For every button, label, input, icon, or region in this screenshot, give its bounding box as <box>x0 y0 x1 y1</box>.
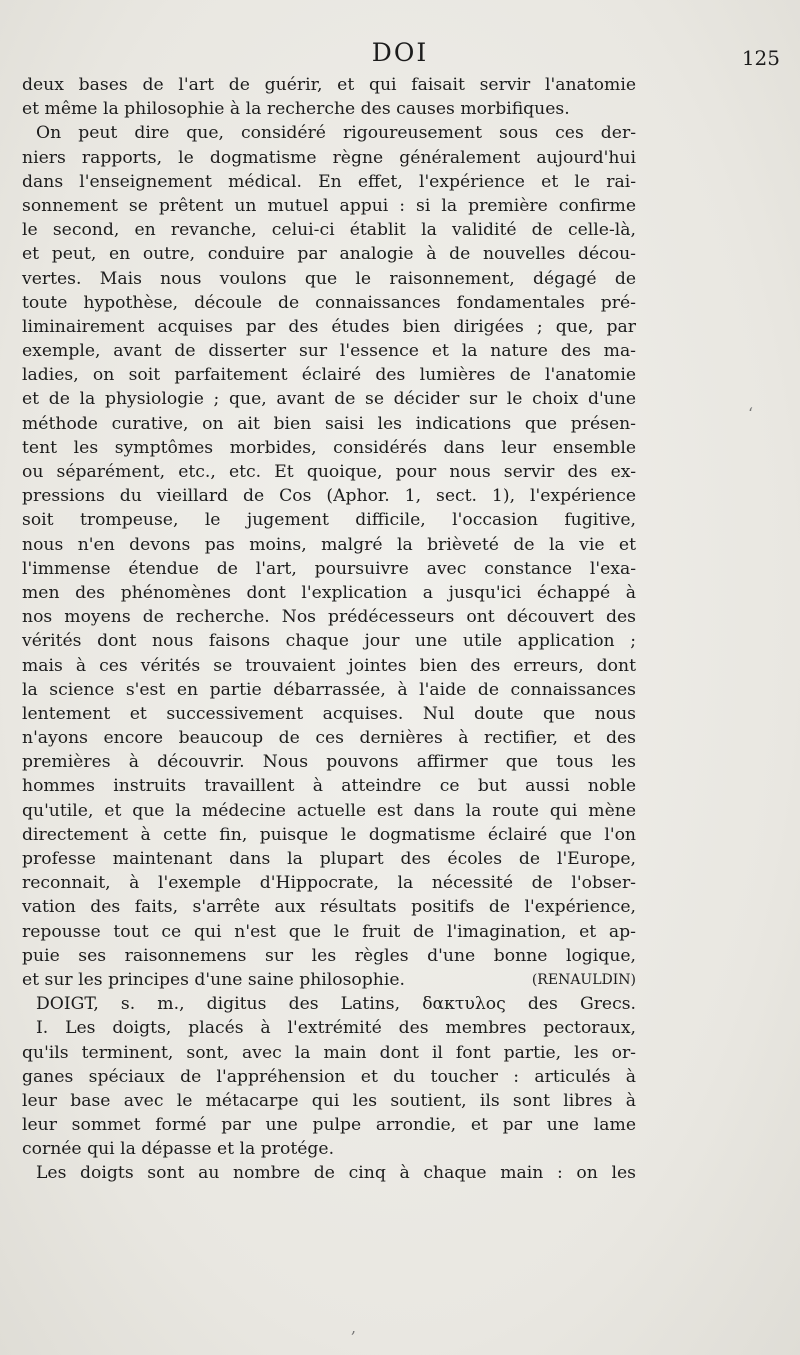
text-line: l'immense étendue de l'art, poursuivre avec constance l'exa- <box>22 558 636 579</box>
article-paragraphs <box>22 73 636 968</box>
text-line: exemple, avant de disserter sur l'essence et la nature des ma- <box>22 341 636 362</box>
author-signature: (RENAULDIN) <box>531 971 636 988</box>
text-line: ou séparément, etc., etc. Et quoique, pour nous servir des ex- <box>22 462 636 482</box>
entry-headword: DOIGT, s. m., digitus des Latins, δακτυλος des Grecs. <box>36 994 636 1015</box>
text-line: lentement et successivement acquises. Nul doute que nous <box>22 703 636 724</box>
text-line: qu'utile, et que la médecine actuelle est dans la route qui mène <box>22 800 636 821</box>
text-line: nos moyens de recherche. Nos prédécesseurs ont découvert des <box>22 607 636 628</box>
text-line: liminairement acquises par des études bien dirigées ; que, par <box>22 316 636 337</box>
text-line: On peut dire que, considéré rigoureusement sous ces der- <box>36 123 636 144</box>
text-line: nous n'en devons pas moins, malgré la brièveté de la vie et <box>22 534 636 555</box>
text-line: hommes instruits travaillent à atteindre ce but aussi noble <box>22 776 636 797</box>
text-line: le second, en revanche, celui-ci établit la validité de celle-là, <box>22 220 636 241</box>
text-line: cornée qui la dépasse et la protége. <box>22 1139 335 1160</box>
text-line: puie ses raisonnemens sur les règles d'une bonne logique, <box>22 945 636 966</box>
text-line: la science s'est en partie débarrassée, à l'aide de connaissances <box>22 679 636 700</box>
text-line: professe maintenant dans la plupart des écoles de l'Europe, <box>22 849 636 869</box>
text-line: et peut, en outre, conduire par analogie à de nouvelles décou- <box>22 244 636 265</box>
gutter-mark: , <box>351 1318 357 1337</box>
text-line: tent les symptômes morbides, considérés dans leur ensemble <box>22 437 636 458</box>
entry-paragraphs <box>22 1016 636 1185</box>
body-text <box>22 73 636 1186</box>
page-header <box>20 38 780 78</box>
text-line: vérités dont nous faisons chaque jour une utile application ; <box>22 631 636 652</box>
text-line: directement à cette fin, puisque le dogmatisme éclairé que l'on <box>22 824 636 845</box>
page-number: 125 <box>741 46 780 70</box>
running-head: DOI <box>371 38 429 67</box>
text-line: méthode curative, on ait bien saisi les indications que présen- <box>22 413 636 434</box>
text-line: vertes. Mais nous voulons que le raisonnement, dégagé de <box>22 268 636 289</box>
signature-line <box>22 968 636 992</box>
text-line: vation des faits, s'arrête aux résultats positifs de l'expérience, <box>22 897 636 918</box>
text-line: pressions du vieillard de Cos (Aphor. 1, sect. 1), l'expérience <box>22 486 636 507</box>
text-line: men des phénomènes dont l'explication a jusqu'ici échappé à <box>22 582 636 603</box>
text-line: sonnement se prêtent un mutuel appui : si la première confirme <box>22 195 636 216</box>
text-line: toute hypothèse, découle de connaissances fondamentales pré- <box>22 292 636 313</box>
text-line: reconnait, à l'exemple d'Hippocrate, la nécessité de l'obser- <box>22 873 636 894</box>
text-line: leur base avec le métacarpe qui les soutient, ils sont libres à <box>22 1090 636 1111</box>
text-line: deux bases de l'art de guérir, et qui faisait servir l'anatomie <box>22 75 636 95</box>
text-line: mais à ces vérités se trouvaient jointes bien des erreurs, dont <box>22 655 636 676</box>
text-line: ladies, on soit parfaitement éclairé des lumières de l'anatomie <box>22 365 636 386</box>
text-line: et même la philosophie à la recherche des causes morbifiques. <box>22 99 570 120</box>
text-line: soit trompeuse, le jugement difficile, l'occasion fugitive, <box>22 510 636 531</box>
margin-mark: ‘ <box>748 404 754 423</box>
text-line: repousse tout ce qui n'est que le fruit de l'imagination, et ap- <box>22 921 636 942</box>
text-line: I. Les doigts, placés à l'extrémité des membres pectoraux, <box>36 1018 636 1039</box>
signature-text: et sur les principes d'une saine philosophie. <box>22 969 405 990</box>
text-line: ganes spéciaux de l'appréhension et du toucher : articulés à <box>22 1066 636 1087</box>
text-line: qu'ils terminent, sont, avec la main dont il font partie, les or- <box>22 1042 636 1063</box>
text-line: niers rapports, le dogmatisme règne généralement aujourd'hui <box>22 147 636 168</box>
text-line: n'ayons encore beaucoup de ces dernières à rectifier, et des <box>22 728 636 749</box>
text-line: premières à découvrir. Nous pouvons affirmer que tous les <box>22 752 636 773</box>
text-line: et de la physiologie ; que, avant de se décider sur le choix d'une <box>22 389 636 410</box>
text-line: Les doigts sont au nombre de cinq à chaque main : on les <box>36 1163 636 1184</box>
text-line: dans l'enseignement médical. En effet, l'expérience et le rai- <box>22 171 636 192</box>
text-line: leur sommet formé par une pulpe arrondie, et par une lame <box>22 1115 636 1136</box>
